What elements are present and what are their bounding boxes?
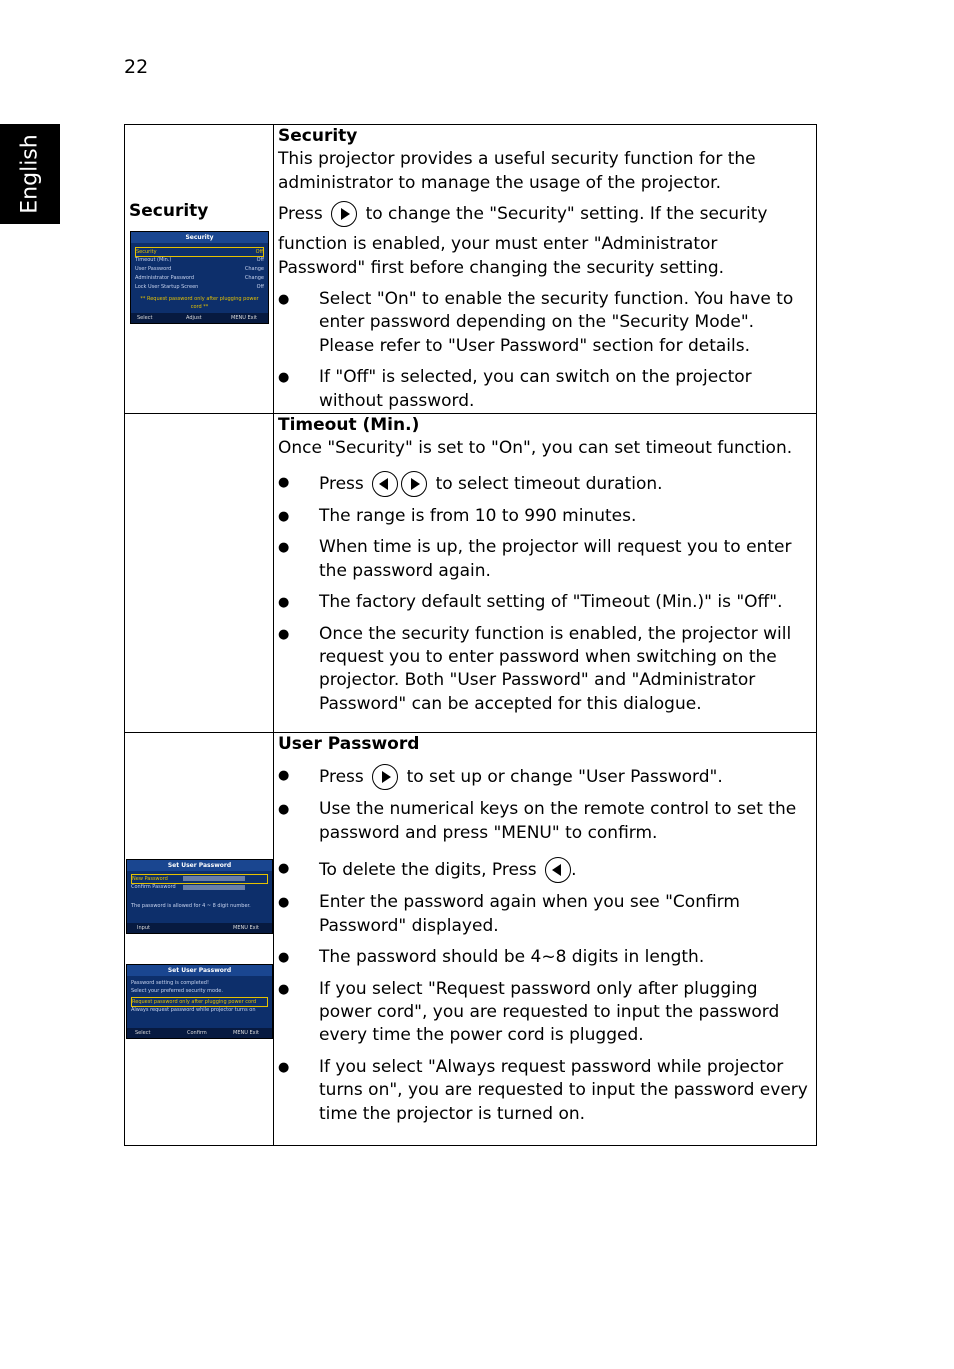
list-item: ● The factory default setting of "Timeout (Min.)" is "Off". — [278, 591, 810, 614]
list-item: ● Once the security function is enabled, the projector will request you to enter password when switching on the projector. Both "User Password" and "Administrator Password" can be accepted for this dialogue. — [278, 623, 810, 717]
list-item: ● If "Off" is selected, you can switch on the projector without password. — [278, 366, 810, 413]
set-password-osd-screenshot — [126, 859, 273, 934]
osd-row: User Password Change — [135, 266, 264, 272]
osd-note: The password is allowed for 4 ~ 8 digit number. — [131, 903, 251, 910]
row-label-cell — [125, 125, 274, 414]
row-content-cell — [274, 125, 817, 414]
bullet-list — [278, 288, 810, 413]
osd-footer: Select Confirm MENU Exit — [127, 1028, 272, 1038]
right-arrow-button-icon — [372, 764, 398, 790]
osd-line: Password setting is completed! — [131, 980, 209, 987]
security-osd-screenshot — [130, 231, 269, 324]
table-row — [125, 125, 817, 414]
row-label-cell — [125, 414, 274, 733]
osd-header: Set User Password — [127, 965, 272, 976]
list-item: ● Select "On" to enable the security function. You have to enter password depending on the "Security Mode". Please refer to "User Password" section for details. — [278, 288, 810, 358]
table-row — [125, 414, 817, 733]
press-continuation: function is enabled, your must enter "Administrator Password" first before changing the security setting. — [278, 234, 725, 278]
list-item: ● The range is from 10 to 990 minutes. — [278, 505, 810, 528]
list-item: ● To delete the digits, Press . — [278, 857, 810, 883]
row-content-cell — [274, 733, 817, 1146]
osd-row: Timeout (Min.) Off — [135, 257, 264, 263]
row-label-cell — [125, 733, 274, 1146]
osd-row: Administrator Password Change — [135, 275, 264, 281]
right-arrow-button-icon — [401, 471, 427, 497]
list-item: ● Press to select timeout duration. — [278, 471, 810, 497]
list-item: ● When time is up, the projector will request you to enter the password again. — [278, 536, 810, 583]
list-item: ● Press to set up or change "User Password". — [278, 764, 810, 790]
left-arrow-button-icon — [372, 471, 398, 497]
osd-footer: Input MENU Exit — [127, 923, 272, 933]
list-item: ● Use the numerical keys on the remote control to set the password and press "MENU" to confirm. — [278, 798, 810, 845]
section-title: Timeout (Min.) — [278, 415, 420, 436]
row-label: Security — [129, 201, 209, 221]
osd-option: Request password only after plugging power cord — [131, 997, 268, 1007]
osd-line: Select your preferred security mode. — [131, 988, 223, 995]
right-arrow-button-icon — [331, 201, 357, 227]
table-row — [125, 733, 817, 1146]
osd-row: New Password — [131, 874, 268, 884]
osd-note: ** Request password only after plugging power cord ** — [140, 296, 259, 310]
osd-input-bar — [183, 885, 245, 890]
osd-header: Set User Password — [127, 860, 272, 871]
security-mode-osd-screenshot — [126, 964, 273, 1039]
list-item: ● If you select "Request password only after plugging power cord", you are requested to input the password every time the power cord is plugged. — [278, 978, 810, 1048]
section-intro: Once "Security" is set to "On", you can set timeout function. — [278, 438, 793, 459]
osd-option: Always request password while projector turns on — [131, 1007, 256, 1014]
list-item: ● If you select "Always request password while projector turns on", you are requested to input the password every time the projector is turned on. — [278, 1056, 810, 1126]
osd-input-bar — [183, 876, 245, 881]
section-title: User Password — [278, 734, 420, 755]
osd-row: Lock User Startup Screen Off — [135, 284, 264, 290]
spec-table — [124, 124, 817, 1146]
osd-header: Security — [131, 232, 268, 243]
row-content-cell — [274, 414, 817, 733]
side-tab-label: English — [17, 134, 43, 214]
bullet-list — [278, 764, 810, 1125]
osd-footer: Select Adjust MENU Exit — [131, 313, 268, 323]
osd-row: Security Off — [136, 249, 263, 255]
bullet-list — [278, 471, 810, 716]
left-arrow-button-icon — [545, 857, 571, 883]
list-item: ● The password should be 4~8 digits in length. — [278, 946, 810, 969]
section-title: Security — [278, 126, 358, 146]
page-number: 22 — [124, 56, 149, 78]
press-instruction: Press to change the "Security" setting. If the security — [278, 201, 810, 227]
section-intro: This projector provides a useful security function for the administrator to manage the usage of the projector. — [278, 149, 756, 193]
language-side-tab — [0, 124, 60, 224]
list-item: ● Enter the password again when you see "Confirm Password" displayed. — [278, 891, 810, 938]
osd-row: Confirm Password — [131, 884, 176, 891]
